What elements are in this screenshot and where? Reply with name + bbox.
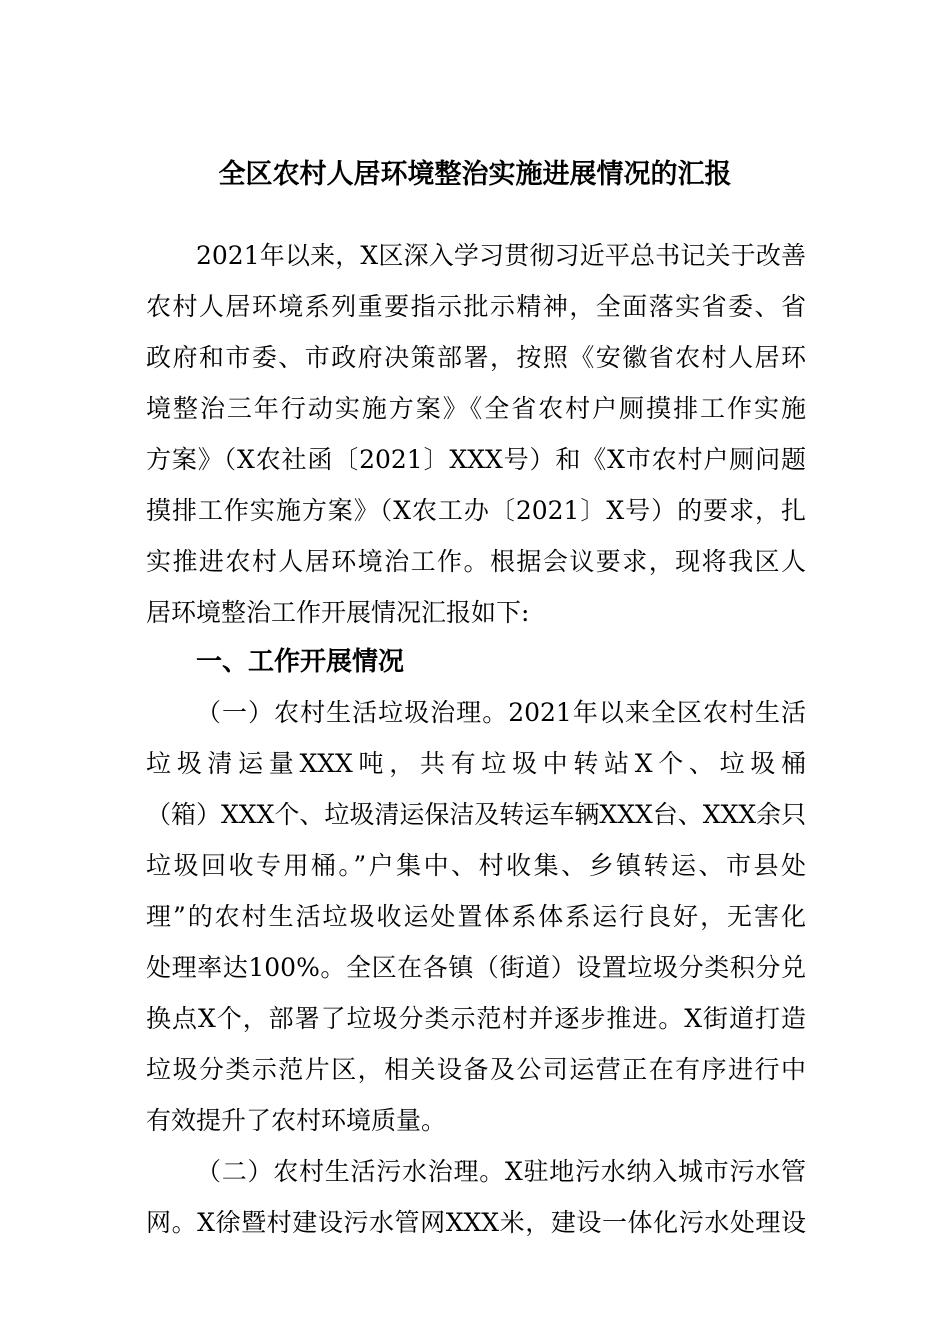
sub1-line: 换点X个，部署了垃圾分类示范村并逐步推进。X街道打造 xyxy=(146,1004,806,1033)
sub2-line: （二）农村生活污水治理。X驻地污水纳入城市污水管 xyxy=(196,1157,806,1186)
intro-line: 农村人居环境系列重要指示批示精神，全面落实省委、省 xyxy=(146,292,806,321)
sub1-line: 垃圾清运量XXX吨，共有垃圾中转站X个、垃圾桶 xyxy=(146,749,806,778)
document-title: 全区农村人居环境整治实施进展情况的汇报 xyxy=(218,159,732,190)
sub2-line: 网。X徐暨村建设污水管网XXX米，建设一体化污水处理设 xyxy=(146,1208,806,1237)
sub1-line: 有效提升了农村环境质量。 xyxy=(146,1106,447,1135)
intro-line: 方案》（X农社函〔2021〕XXX号）和《X市农村户厕问题 xyxy=(146,445,806,474)
intro-line: 摸排工作实施方案》（X农工办〔2021〕X号）的要求，扎 xyxy=(146,496,806,525)
intro-line: 实推进农村人居环境治工作。根据会议要求，现将我区人 xyxy=(146,547,806,576)
intro-line: 政府和市委、市政府决策部署，按照《安徽省农村人居环 xyxy=(146,343,806,372)
sub1-line: （一）农村生活垃圾治理。2021年以来全区农村生活 xyxy=(196,698,806,727)
sub1-line: 处理率达100%。全区在各镇（街道）设置垃圾分类积分兑 xyxy=(146,953,806,982)
sub1-line: 垃圾回收专用桶。”户集中、村收集、乡镇转运、市县处 xyxy=(146,851,806,880)
sub1-line: （箱）XXX个、垃圾清运保洁及转运车辆XXX台、XXX余只 xyxy=(146,800,807,829)
sub1-line: 垃圾分类示范片区，相关设备及公司运营正在有序进行中 xyxy=(146,1055,806,1084)
intro-line: 2021年以来，X区深入学习贯彻习近平总书记关于改善 xyxy=(196,241,806,270)
intro-line: 境整治三年行动实施方案》《全省农村户厕摸排工作实施 xyxy=(146,394,806,423)
sub1-line: 理”的农村生活垃圾收运处置体系体系运行良好，无害化 xyxy=(146,902,806,931)
section-heading: 一、工作开展情况 xyxy=(196,647,405,677)
intro-line: 居环境整治工作开展情况汇报如下: xyxy=(146,598,530,627)
